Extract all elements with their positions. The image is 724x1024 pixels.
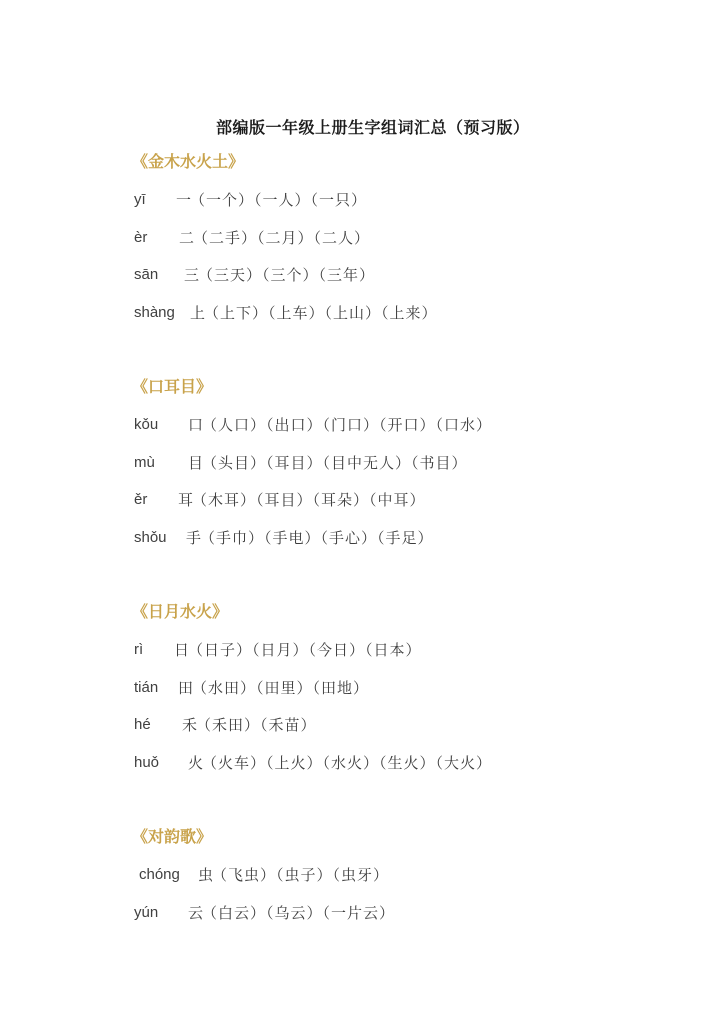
word-row	[132, 413, 692, 437]
pinyin: kǒu	[134, 416, 159, 433]
pinyin: huǒ	[134, 753, 160, 771]
character: 耳	[178, 491, 194, 509]
word-row	[132, 188, 692, 212]
word-list: （手巾）（手电）（手心）（手足）	[200, 528, 434, 547]
pinyin: shàng	[134, 303, 175, 321]
word-row	[132, 901, 692, 925]
word-row	[132, 713, 692, 737]
pinyin: èr	[134, 228, 148, 246]
character: 云	[188, 903, 204, 922]
word-row	[132, 526, 692, 550]
section-heading: 《口耳目》	[132, 377, 213, 396]
section-ri-yue-shui-huo	[132, 600, 692, 788]
word-list: （上下）（上车）（上山）（上来）	[204, 303, 438, 322]
word-list: （火车）（上火）（水火）（生火）（大火）	[202, 753, 493, 772]
section-kou-er-mu	[132, 375, 692, 563]
pinyin: yī	[134, 191, 146, 208]
character: 禾	[182, 716, 198, 734]
pinyin: mù	[134, 453, 155, 471]
character: 火	[188, 753, 204, 772]
pinyin: ěr	[134, 491, 148, 508]
character: 上	[190, 303, 206, 322]
word-row	[132, 751, 692, 775]
word-row	[132, 301, 692, 325]
character: 田	[178, 678, 194, 697]
pinyin: hé	[134, 716, 151, 733]
word-row	[132, 263, 692, 287]
character: 日	[174, 641, 190, 659]
page-title: 部编版一年级上册生字组词汇总（预习版）	[216, 118, 530, 137]
word-row	[132, 638, 692, 662]
character: 三	[184, 266, 200, 284]
word-list: （白云）（乌云）（一片云）	[202, 903, 396, 922]
word-list: （禾田）（禾苗）	[196, 716, 317, 734]
word-row	[132, 863, 692, 887]
pinyin: yún	[134, 903, 159, 921]
character: 一	[176, 191, 192, 209]
word-list: （人口）（出口）（门口）（开口）（口水）	[202, 416, 493, 434]
word-list: （日子）（日月）（今日）（日本）	[188, 641, 422, 659]
pinyin: rì	[134, 641, 144, 658]
character: 虫	[198, 866, 214, 884]
section-jin-mu-shui-huo-tu	[132, 150, 692, 338]
section-heading: 《日月水火》	[132, 602, 229, 621]
word-list: （木耳）（耳目）（耳朵）（中耳）	[192, 491, 426, 509]
word-list: （三天）（三个）（三年）	[198, 266, 376, 284]
word-row	[132, 676, 692, 700]
pinyin: tián	[134, 678, 159, 696]
pinyin: sān	[134, 266, 159, 283]
section-heading: 《对韵歌》	[132, 827, 213, 846]
word-list: （飞虫）（虫子）（虫牙）	[212, 866, 390, 884]
character: 二	[179, 228, 195, 247]
pinyin: shǒu	[134, 528, 167, 546]
character: 手	[186, 528, 202, 547]
word-row	[132, 451, 692, 475]
word-row	[132, 226, 692, 250]
word-list: （头目）（耳目）（目中无人）（书目）	[202, 453, 468, 472]
word-list: （水田）（田里）（田地）	[192, 678, 370, 697]
section-dui-yun-ge	[132, 825, 692, 938]
word-list: （一个）（一人）（一只）	[190, 191, 368, 209]
section-heading: 《金木水火土》	[132, 152, 245, 171]
word-row	[132, 488, 692, 512]
word-list: （二手）（二月）（二人）	[193, 228, 371, 247]
character: 目	[188, 453, 204, 472]
pinyin: chóng	[139, 866, 180, 883]
character: 口	[188, 416, 204, 434]
